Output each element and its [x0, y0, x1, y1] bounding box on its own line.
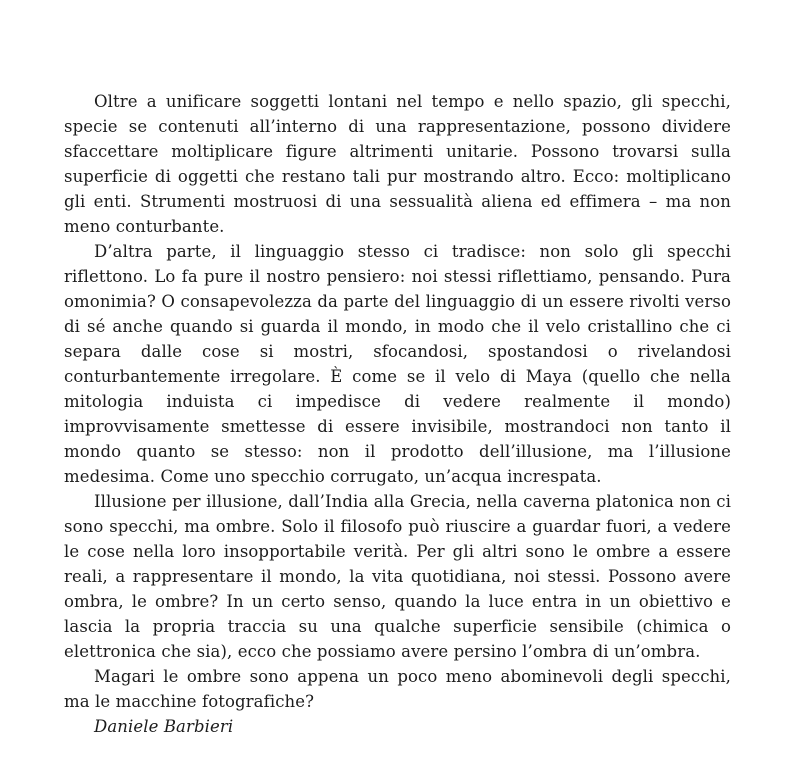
body-text	[64, 89, 731, 739]
paragraph-3: Illusione per illusione, dall’India alla Grecia, nella caverna platonica non ci sono specchi, ma ombre. Solo il filosofo può riuscire a guardar fuori, a vedere le cose nella loro insopportabile verità. Per gli altri sono le ombre a essere reali, a rappresentare il mondo, la vita quotidiana, noi stessi. Possono avere ombra, le ombre? In un certo senso, quando la luce entra in un obiettivo e lascia la propria traccia su una qualche superficie sensibile (chimica o elettronica che sia), ecco che possiamo avere persino l’ombra di un’ombra.	[64, 492, 731, 661]
author-signature: Daniele Barbieri	[94, 717, 234, 736]
paragraph-1: Oltre a unificare soggetti lontani nel tempo e nello spazio, gli specchi, specie se contenuti all’interno di una rappresentazione, possono dividere sfaccettare moltiplicare figure altrimenti unitarie. Possono trovarsi sulla superficie di oggetti che restano tali pur mostrando altro. Ecco: moltiplicano gli enti. Strumenti mostruosi di una sessualità aliena ed effimera – ma non meno conturbante.	[64, 92, 731, 236]
paragraph-2: D’altra parte, il linguaggio stesso ci tradisce: non solo gli specchi riflettono. Lo fa pure il nostro pensiero: noi stessi riflettiamo, pensando. Pura omonimia? O consapevolezza da parte del linguaggio di un essere rivolti verso di sé anche quando si guarda il mondo, in modo che il velo cristallino che ci separa dalle cose si mostri, sfocandosi, spostandosi o rivelandosi conturbantemente irregolare. È come se il velo di Maya (quello che nella mitologia induista ci impedisce di vedere realmente il mondo) improvvisamente smettesse di essere invisibile, mostrandoci non tanto il mondo quanto se stesso: non il prodotto dell’illusione, ma l’illusione medesima. Come uno specchio corrugato, un’acqua increspata.	[64, 242, 731, 486]
paragraph-4: Magari le ombre sono appena un poco meno abominevoli degli specchi, ma le macchine fotografiche?	[64, 667, 731, 711]
